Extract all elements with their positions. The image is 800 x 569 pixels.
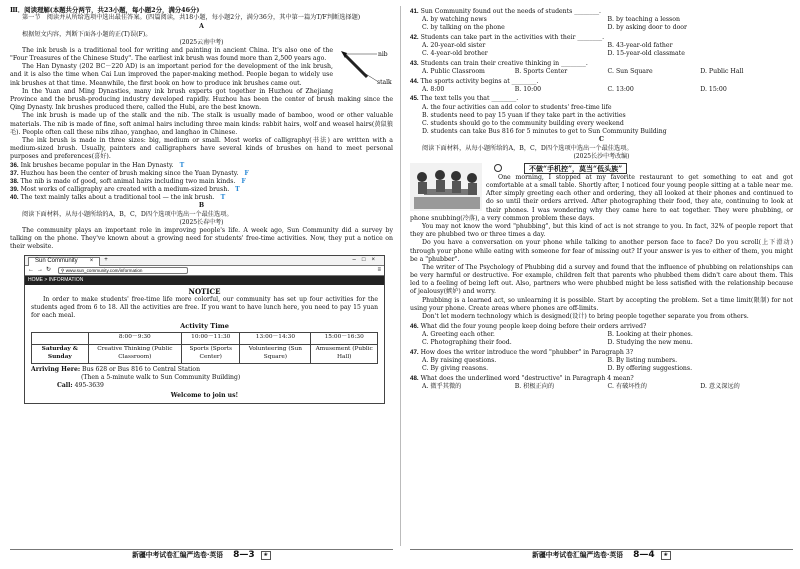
phubbing-passage bbox=[410, 163, 793, 322]
question-43: 43. Students can train their creative thinking in ________. A. Public Classroom B. Sports Center C. Sun Square D. Public Hall bbox=[410, 59, 744, 75]
ink-brush-illustration bbox=[337, 47, 393, 91]
person-head-shape bbox=[467, 173, 477, 183]
time-cell: 10:00－11:30 bbox=[182, 332, 240, 344]
question-41: 41. Sun Community found out the needs of students ________. A. by watching news B. by teaching a lesson C. by talking on the phone D. by asking door to door bbox=[410, 7, 687, 31]
brush-stalk-shape bbox=[345, 55, 367, 77]
activity-cell: Volunteering (Sun Square) bbox=[240, 344, 311, 363]
passage-c-para-1: One morning, I stopped at my favorite restaurant to get something to eat and got comfortable at a small table. Shortly after, I noticed four young people sitting at a table near me. After simply greeting each other and ordering, they all looked at their phones and continued to do so until their orders arrived. After photographing their food, they ate, continuing to look at their phones. I was wondering why they came here to eat together. They were phubbing, or phone snubbing(冷落), a very common problem these days. bbox=[410, 173, 793, 222]
window-controls-icon: –□× bbox=[352, 256, 381, 263]
close-icon: × bbox=[89, 257, 94, 264]
footer-title: 新疆中考试卷汇编严选卷·英语 bbox=[532, 551, 624, 560]
passage-c-para-3: Do you have a conversation on your phone while talking to another person face to face? Do you scroll(上下滑动) through your phone while eating with someone for fear of missing out? If your answer is yes to either of them, you might be a "phubber". bbox=[410, 239, 793, 263]
passage-c-banner: 不做“手机控”，莫当“低头族” bbox=[524, 163, 627, 174]
question-47: 47. How does the writer introduce the word "phubber" in Paragraph 3? A. By raising questions. B. By listing numbers. C. By giving reasons. D. By offering suggestions. bbox=[410, 348, 693, 373]
search-icon: ⚲ bbox=[61, 267, 65, 273]
table-row bbox=[32, 344, 378, 363]
stalk-pointer-line bbox=[361, 71, 377, 81]
activity-cell: Creative Thinking (Public Classroom) bbox=[88, 344, 181, 363]
part-a-source: (2025云南中考) bbox=[179, 39, 224, 47]
tf-question-38: 38. The nib is made of good, soft animal hairs including two main kinds. F bbox=[10, 177, 246, 185]
clock-icon bbox=[494, 164, 502, 172]
page-number: 8—4 bbox=[633, 549, 655, 560]
question-48: 48. What does the underlined word "destructive" in Paragraph 4 mean? A. 微乎其微的 B. 积极正向的 C. 有破坏性的 D. 意义深远的 bbox=[410, 374, 740, 391]
person-head-shape bbox=[417, 172, 427, 182]
notice-text: In order to make students' free-time life more colorful, our community has set up four activities for the students aged from 6 to 18. All the activities are free. If you want to have lunch here, you need to pay 15 yuan for each meal. bbox=[31, 296, 378, 320]
person-head-shape bbox=[435, 170, 445, 180]
nav-arrows-icon: ←→↻ bbox=[28, 266, 55, 273]
person-body-shape bbox=[418, 182, 427, 194]
tf-question-39: 39. Most works of calligraphy are created with a medium-sized brush. T bbox=[10, 186, 240, 194]
activity-cell: Sports (Sports Center) bbox=[182, 344, 240, 363]
table-header-row bbox=[32, 332, 378, 344]
tf-questions bbox=[10, 162, 393, 203]
tf-question-37: 37. Huzhou has been the center of brush making since the Yuan Dynasty. F bbox=[10, 169, 249, 177]
part-a-label: A bbox=[199, 22, 204, 30]
left-column bbox=[10, 6, 393, 404]
publisher-logo-icon: ❀ bbox=[661, 551, 671, 560]
column-divider bbox=[400, 6, 401, 546]
activity-time-title: Activity Time bbox=[180, 322, 229, 331]
tf-question-36: 36. Ink brushes became popular in the Han Dynasty. T bbox=[10, 161, 185, 169]
part-a-instructions: 根据短文内容，判断下面各小题的正(T)误(F)。 bbox=[22, 30, 152, 38]
part-b-source: (2025长春中考) bbox=[179, 218, 224, 226]
time-cell: 15:00－16:30 bbox=[311, 332, 378, 344]
part-b-label: B bbox=[198, 202, 205, 210]
url-box bbox=[58, 267, 188, 274]
passage-a-para-1: The ink brush is a traditional tool for writing and painting in ancient China. It's also one of the "Four Treasures of the Chinese Study". The earliest ink brush was found more than 2,500 years ago. bbox=[10, 46, 333, 63]
call-label: Call: bbox=[57, 381, 73, 389]
arriving-label: Arriving Here: bbox=[31, 365, 81, 373]
browser-address-bar bbox=[25, 266, 384, 276]
answer-mark: T bbox=[220, 194, 226, 202]
passage-a-para-2: The Han Dynasty (202 BC－220 AD) is an important period for the development of the ink brush, and it is also the time when Cai Lun improved the paper-making method. People began to widely use ink brushes at that time. Meanwhile, the first book on how to produce ink brushes came out. bbox=[10, 63, 333, 87]
passage-b-intro: The community plays an important role in improving people's life. A week ago, Sun Community did a survey by talking on the phone. They've known about a growing need for students' free-time activities. Now, they put a notice on their website. bbox=[10, 226, 393, 251]
publisher-logo-icon: ❀ bbox=[261, 551, 271, 560]
time-cell: 8:00－9:30 bbox=[88, 332, 181, 344]
part-b-instructions: 阅读下面材料，从每小题所给的A，B，C，D四个选项中选出一个最佳选项。 bbox=[22, 210, 233, 218]
passage-a-para-5: The ink brush is made in three sizes: big, medium or small. Most works of calligraphy(书法) are written with a medium-sized brush. Usually, painters and calligraphers have several kinds of brushes on hand to meet personal purposes and preferences(喜好). bbox=[10, 136, 393, 161]
question-46: 46. What did the four young people keep doing before their orders arrived? A. Greeting each other. B. Looking at their phones. C. Photographing their food. D. Studying the new menu. bbox=[410, 322, 693, 347]
right-column bbox=[410, 6, 793, 391]
nib-label: nib bbox=[378, 50, 388, 58]
stalk-label: stalk bbox=[377, 78, 392, 86]
question-44: 44. The sports activity begins at ________. A. 8:00 B. 10:00 C. 13:00 D. 15:00 bbox=[410, 77, 727, 93]
url-text: www.sun_community.com/information bbox=[65, 267, 143, 273]
footer-title: 新疆中考试卷汇编严选卷·英语 bbox=[132, 551, 224, 560]
welcome-text: Welcome to join us! bbox=[170, 391, 239, 399]
question-45: 45. The text tells you that ________. A. the four activities can add color to students' free-time life B. students need to pay 15 yuan if they take part in the activities C. students should go to the community building every weekend D. students can take Bus 816 for 5 minutes to get to Sun Community Building bbox=[410, 95, 667, 136]
activity-table bbox=[31, 332, 378, 364]
question-42: 42. Students can take part in the activities with their ________. A. 20-year-old sister B. 43-year-old father C. 4-year-old brother D. 15-year-old classmate bbox=[410, 33, 685, 57]
day-cell: Saturday & Sunday bbox=[32, 344, 89, 363]
person-body-shape bbox=[452, 181, 461, 193]
breadcrumb: HOME > INFORMATION bbox=[25, 276, 384, 285]
part-c-label: C bbox=[599, 136, 604, 144]
menu-icon: ≡ bbox=[377, 266, 381, 273]
people-on-phones-illustration bbox=[410, 163, 482, 211]
new-tab-icon: + bbox=[104, 256, 108, 263]
answer-mark: F bbox=[244, 169, 249, 177]
arriving-line-1: Bus 628 or Bus 816 to Central Station bbox=[82, 365, 201, 373]
person-body-shape bbox=[436, 180, 445, 192]
tf-question-40: 40. The text mainly talks about a traditional tool — the ink brush. T bbox=[10, 194, 226, 202]
table-shape bbox=[424, 189, 468, 195]
part-c-source: (2025长沙中考改编) bbox=[573, 152, 630, 160]
passage-c-para-5: Phubbing is a learned act, so unlearning it is possible. Start by accepting the problem. Set a time limit(限制) for not using your phone. Create areas where phones are off-limits. bbox=[410, 296, 793, 312]
floor-shape bbox=[414, 197, 480, 209]
passage-c-para-2: You may not know the word "phubbing", but this kind of act is not strange to you. In fact, 32% of people report that they are phubbed two or three times a day. bbox=[410, 222, 793, 239]
notice-content bbox=[25, 285, 384, 403]
answer-mark: F bbox=[241, 177, 246, 185]
call-number: 495-3639 bbox=[74, 381, 104, 389]
passage-a-para-3: In the Yuan and Ming Dynasties, many ink brush experts got together in Huzhou of Zhejiang Province and the brush-producing industry developed rapidly. Huzhou has been the center of brush making since the Qing Dynasty. Ink brushes produced there, called the Hubi, are the best known. bbox=[10, 87, 393, 112]
passage-c-para-6: Don't let modern technology which is designed(设计) to bring people together separate you from others. bbox=[422, 313, 749, 321]
passage-c-heading bbox=[486, 163, 793, 174]
browser-window-illustration bbox=[24, 255, 385, 404]
arriving-info bbox=[31, 366, 378, 374]
call-info bbox=[31, 382, 378, 390]
activity-cell: Amusement (Public Hall) bbox=[311, 344, 378, 363]
person-head-shape bbox=[451, 171, 461, 181]
page-number: 8—3 bbox=[233, 549, 255, 560]
answer-mark: T bbox=[235, 186, 240, 194]
notice-title: NOTICE bbox=[188, 286, 221, 296]
time-cell: 13:00－14:30 bbox=[240, 332, 311, 344]
arriving-line-2: (Then a 5-minute walk to Sun Community Building) bbox=[81, 373, 241, 381]
tab-title: Sun Community bbox=[35, 257, 78, 264]
section1-instructions: 第一节 阅读并从所给选项中选出最佳答案。(四篇阅读，共18小题，每小题2分，满分36分，其中第一篇为T/F判断选择题) bbox=[22, 14, 361, 22]
right-footer bbox=[410, 549, 793, 561]
passage-a-para-4: The ink brush is made up of the stalk and the nib. The stalk is usually made of bamboo, wood or other valuable materials. The nib is made of fine, soft animal hairs including three main kinds: rabbit hairs, wolf and weasel hairs(黄鼠狼毛). People often call these nibs zihao, yanghao, and langhao in Chinese. bbox=[10, 112, 393, 136]
answer-mark: T bbox=[179, 161, 185, 169]
passage-c-para-4: The writer of The Psychology of Phubbing did a survey and found that the influence of phubbing on relationships can be very harmful or destructive. For example, children felt that parents who phubbed them didn't care about them. This led to a feeling of being left out. Also, partners who were phubbed might be less satisfied with the relationship because of jealousy(嫉妒) and worry. bbox=[410, 263, 793, 296]
person-body-shape bbox=[468, 183, 477, 195]
browser-tab bbox=[28, 257, 100, 266]
table-corner-cell bbox=[32, 332, 89, 344]
section-title: Ⅲ．阅读理解(本题共分两节，共23小题，每小题2分，满分46分) bbox=[10, 6, 200, 14]
part-c-instructions: 阅读下面材料，从每小题所给的A，B，C，D四个选项中选出一个最佳选项。 bbox=[422, 144, 633, 152]
left-footer bbox=[10, 549, 393, 561]
browser-tab-bar bbox=[25, 256, 384, 266]
